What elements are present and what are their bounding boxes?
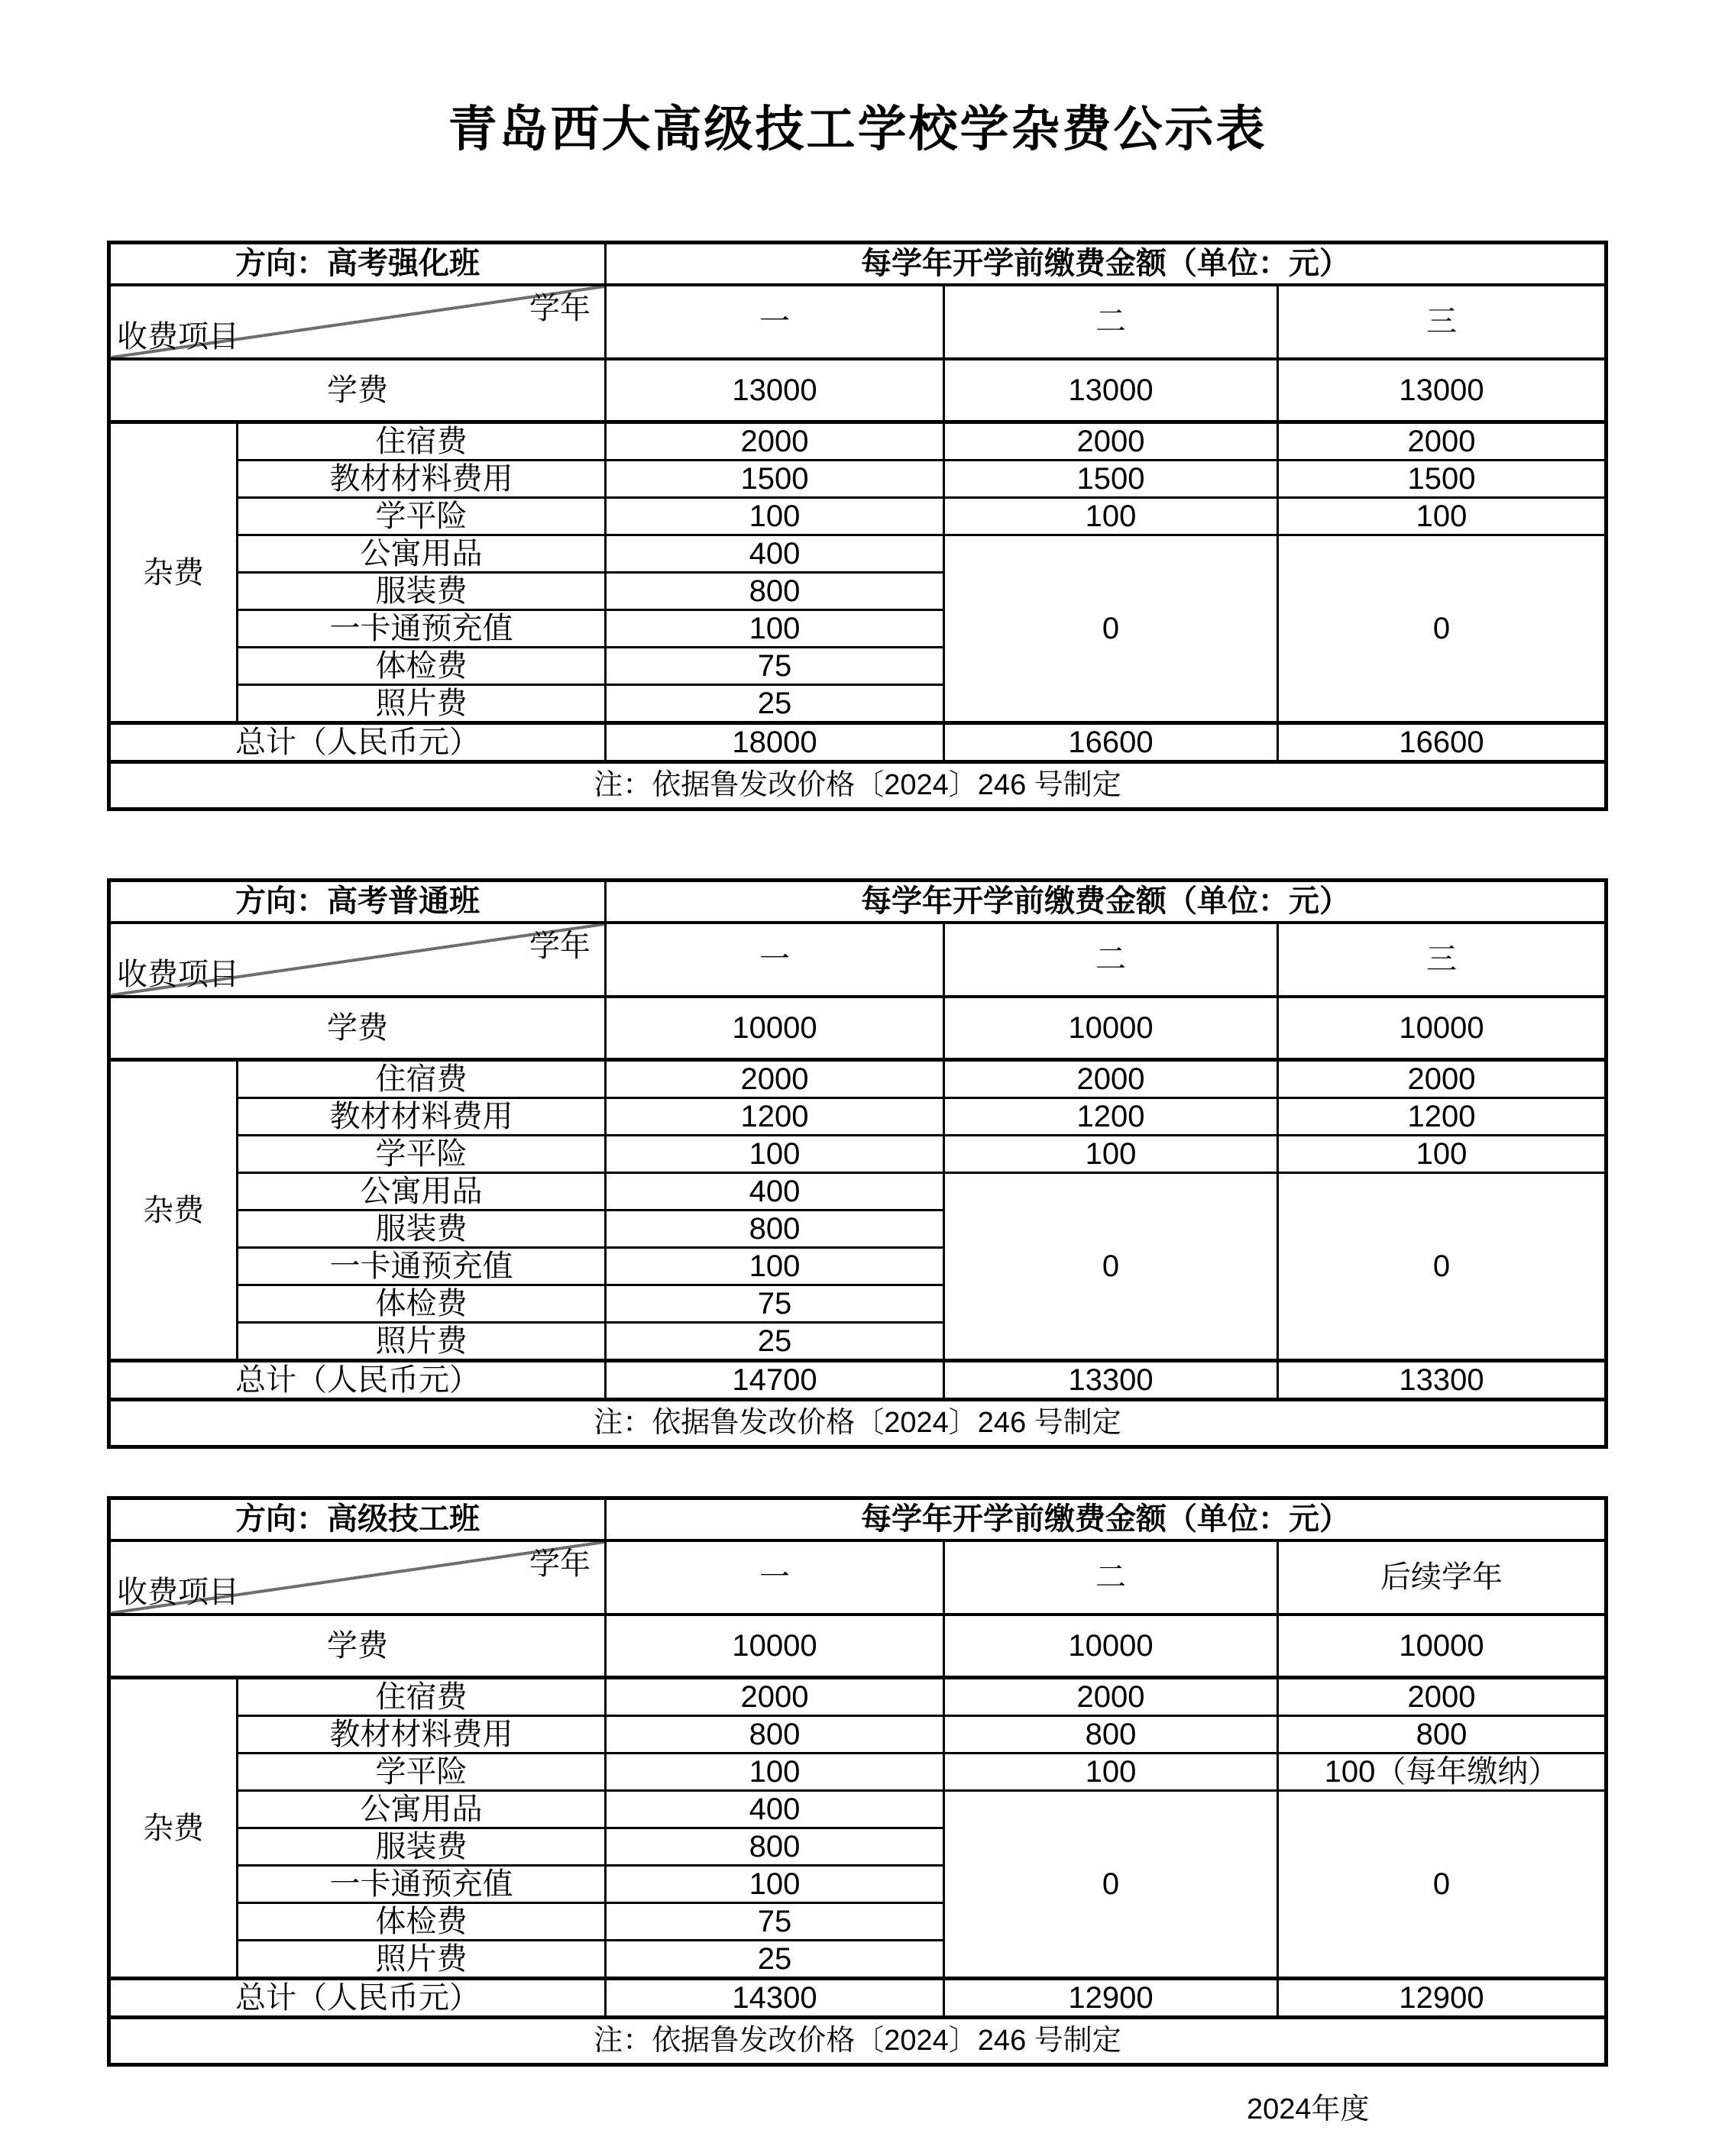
item-label: 教材材料费用 (238, 461, 606, 498)
item-label: 学平险 (238, 1136, 606, 1173)
item-label: 体检费 (238, 1285, 606, 1323)
table-row (109, 285, 1607, 359)
item-value-year3: 2000 (1278, 422, 1607, 461)
amount-header: 每学年开学前缴费金额（单位：元） (606, 881, 1607, 923)
amount-header: 每学年开学前缴费金额（单位：元） (606, 1498, 1607, 1540)
item-value-year1: 25 (606, 1941, 944, 1979)
page-title: 青岛西大高级技工学校学杂费公示表 (448, 102, 1267, 157)
tuition-value-year3: 13000 (1278, 359, 1607, 422)
table-row (109, 1791, 1607, 1828)
table-note: 注：依据鲁发改价格〔2024〕246 号制定 (109, 2018, 1607, 2065)
table-row (109, 535, 1607, 573)
item-value-year3: 2000 (1278, 1678, 1607, 1716)
tuition-label: 学费 (109, 1615, 606, 1678)
merged-zero-year2: 0 (944, 535, 1278, 723)
table-row (109, 1361, 1607, 1400)
item-value-year1: 100 (606, 610, 944, 648)
table-row (109, 359, 1607, 422)
item-value-year3: 800 (1278, 1716, 1607, 1754)
item-value-year3: 100 (1278, 1136, 1607, 1173)
table-row (109, 1060, 1607, 1098)
item-value-year1: 25 (606, 685, 944, 723)
year-column-header: 三 (1278, 923, 1607, 997)
total-value-year1: 18000 (606, 723, 944, 762)
tuition-value-year1: 10000 (606, 1615, 944, 1678)
item-label: 服装费 (238, 573, 606, 610)
total-label: 总计（人民币元） (109, 723, 606, 762)
item-label: 住宿费 (238, 1060, 606, 1098)
item-label: 教材材料费用 (238, 1098, 606, 1136)
year-column-header: 一 (606, 285, 944, 359)
item-value-year1: 800 (606, 1211, 944, 1248)
direction-header: 方向：高考普通班 (109, 881, 606, 923)
table-row (109, 2018, 1607, 2065)
tuition-value-year2: 10000 (944, 1615, 1278, 1678)
total-label: 总计（人民币元） (109, 1979, 606, 2018)
item-label: 公寓用品 (238, 1791, 606, 1828)
item-value-year1: 1200 (606, 1098, 944, 1136)
item-value-year1: 2000 (606, 422, 944, 461)
item-label: 公寓用品 (238, 535, 606, 573)
fee-table-senior-technician (107, 1496, 1608, 2067)
diagonal-header-cell (109, 285, 606, 359)
item-label: 一卡通预充值 (238, 1866, 606, 1903)
table-row (109, 461, 1607, 498)
tuition-label: 学费 (109, 997, 606, 1060)
table-note: 注：依据鲁发改价格〔2024〕246 号制定 (109, 1400, 1607, 1447)
item-value-year1: 100 (606, 1866, 944, 1903)
table-row (109, 1716, 1607, 1754)
year-column-header: 二 (944, 923, 1278, 997)
item-value-year1: 75 (606, 1903, 944, 1941)
item-value-year2: 800 (944, 1716, 1278, 1754)
year-column-header: 二 (944, 285, 1278, 359)
item-value-year1: 400 (606, 1791, 944, 1828)
table-row (109, 1498, 1607, 1540)
misc-group-label: 杂费 (109, 1060, 238, 1361)
item-value-year1: 100 (606, 498, 944, 535)
year-column-header: 后续学年 (1278, 1540, 1607, 1615)
table-row (109, 923, 1607, 997)
merged-zero-year2: 0 (944, 1173, 1278, 1361)
table-row (109, 1136, 1607, 1173)
table-row (109, 997, 1607, 1060)
total-value-year2: 13300 (944, 1361, 1278, 1400)
table-row (109, 1754, 1607, 1791)
diagonal-label-year: 学年 (529, 291, 591, 325)
item-value-year1: 2000 (606, 1060, 944, 1098)
item-value-year2: 1200 (944, 1098, 1278, 1136)
table-row (109, 1540, 1607, 1615)
amount-header: 每学年开学前缴费金额（单位：元） (606, 243, 1607, 285)
item-label: 照片费 (238, 1941, 606, 1979)
total-value-year3: 16600 (1278, 723, 1607, 762)
total-value-year2: 16600 (944, 723, 1278, 762)
item-value-year3: 2000 (1278, 1060, 1607, 1098)
total-label: 总计（人民币元） (109, 1361, 606, 1400)
item-value-year3: 1500 (1278, 461, 1607, 498)
total-value-year3: 13300 (1278, 1361, 1607, 1400)
table-row (109, 243, 1607, 285)
item-label: 一卡通预充值 (238, 610, 606, 648)
item-label: 服装费 (238, 1828, 606, 1866)
table-row (109, 1979, 1607, 2018)
table-row (109, 1400, 1607, 1447)
year-column-header: 一 (606, 923, 944, 997)
table-row (109, 723, 1607, 762)
year-column-header: 二 (944, 1540, 1278, 1615)
misc-group-label: 杂费 (109, 422, 238, 723)
item-value-year1: 2000 (606, 1678, 944, 1716)
fee-table-gaokao-regular (107, 878, 1608, 1449)
direction-header: 方向：高考强化班 (109, 243, 606, 285)
item-value-year2: 100 (944, 1136, 1278, 1173)
diagonal-label-fee-item: 收费项目 (117, 1575, 239, 1609)
total-value-year2: 12900 (944, 1979, 1278, 2018)
tuition-value-year3: 10000 (1278, 1615, 1607, 1678)
direction-header: 方向：高级技工班 (109, 1498, 606, 1540)
item-label: 体检费 (238, 648, 606, 685)
table-row (109, 422, 1607, 461)
table-note: 注：依据鲁发改价格〔2024〕246 号制定 (109, 762, 1607, 810)
merged-zero-year3: 0 (1278, 1791, 1607, 1979)
merged-zero-year3: 0 (1278, 535, 1607, 723)
table-row (109, 1615, 1607, 1678)
tuition-value-year1: 13000 (606, 359, 944, 422)
item-value-year1: 25 (606, 1323, 944, 1361)
diagonal-label-year: 学年 (529, 929, 591, 963)
item-label: 照片费 (238, 685, 606, 723)
total-value-year3: 12900 (1278, 1979, 1607, 2018)
table-row (109, 1678, 1607, 1716)
year-column-header: 一 (606, 1540, 944, 1615)
item-label: 服装费 (238, 1211, 606, 1248)
item-label: 教材材料费用 (238, 1716, 606, 1754)
item-label: 住宿费 (238, 422, 606, 461)
diagonal-label-fee-item: 收费项目 (117, 319, 239, 354)
item-value-year3: 100 (1278, 498, 1607, 535)
total-value-year1: 14300 (606, 1979, 944, 2018)
fee-table-gaokao-intensive (107, 241, 1608, 811)
item-value-year1: 800 (606, 1716, 944, 1754)
item-value-year2: 2000 (944, 422, 1278, 461)
item-label: 学平险 (238, 1754, 606, 1791)
item-value-year1: 75 (606, 648, 944, 685)
tuition-value-year3: 10000 (1278, 997, 1607, 1060)
misc-group-label: 杂费 (109, 1678, 238, 1979)
item-value-year3: 100（每年缴纳） (1278, 1754, 1607, 1791)
item-label: 照片费 (238, 1323, 606, 1361)
diagonal-header-cell (109, 1540, 606, 1615)
merged-zero-year3: 0 (1278, 1173, 1607, 1361)
item-value-year1: 400 (606, 535, 944, 573)
table-row (109, 881, 1607, 923)
item-value-year2: 1500 (944, 461, 1278, 498)
diagonal-label-year: 学年 (529, 1547, 591, 1581)
table-row (109, 762, 1607, 810)
item-value-year1: 800 (606, 1828, 944, 1866)
item-value-year1: 75 (606, 1285, 944, 1323)
item-value-year1: 1500 (606, 461, 944, 498)
table-row (109, 1098, 1607, 1136)
item-value-year1: 100 (606, 1136, 944, 1173)
merged-zero-year2: 0 (944, 1791, 1278, 1979)
item-value-year2: 2000 (944, 1678, 1278, 1716)
tuition-value-year2: 13000 (944, 359, 1278, 422)
item-value-year1: 100 (606, 1754, 944, 1791)
diagonal-label-fee-item: 收费项目 (117, 957, 239, 991)
item-label: 住宿费 (238, 1678, 606, 1716)
footer-year-label: 2024年度 (1247, 2093, 1370, 2126)
item-label: 学平险 (238, 498, 606, 535)
item-value-year1: 800 (606, 573, 944, 610)
table-row (109, 1173, 1607, 1211)
tuition-label: 学费 (109, 359, 606, 422)
item-value-year1: 100 (606, 1248, 944, 1285)
diagonal-header-cell (109, 923, 606, 997)
item-label: 体检费 (238, 1903, 606, 1941)
item-value-year1: 400 (606, 1173, 944, 1211)
tuition-value-year1: 10000 (606, 997, 944, 1060)
item-value-year2: 2000 (944, 1060, 1278, 1098)
tuition-value-year2: 10000 (944, 997, 1278, 1060)
item-value-year2: 100 (944, 498, 1278, 535)
item-label: 一卡通预充值 (238, 1248, 606, 1285)
item-label: 公寓用品 (238, 1173, 606, 1211)
total-value-year1: 14700 (606, 1361, 944, 1400)
year-column-header: 三 (1278, 285, 1607, 359)
item-value-year3: 1200 (1278, 1098, 1607, 1136)
table-row (109, 498, 1607, 535)
item-value-year2: 100 (944, 1754, 1278, 1791)
